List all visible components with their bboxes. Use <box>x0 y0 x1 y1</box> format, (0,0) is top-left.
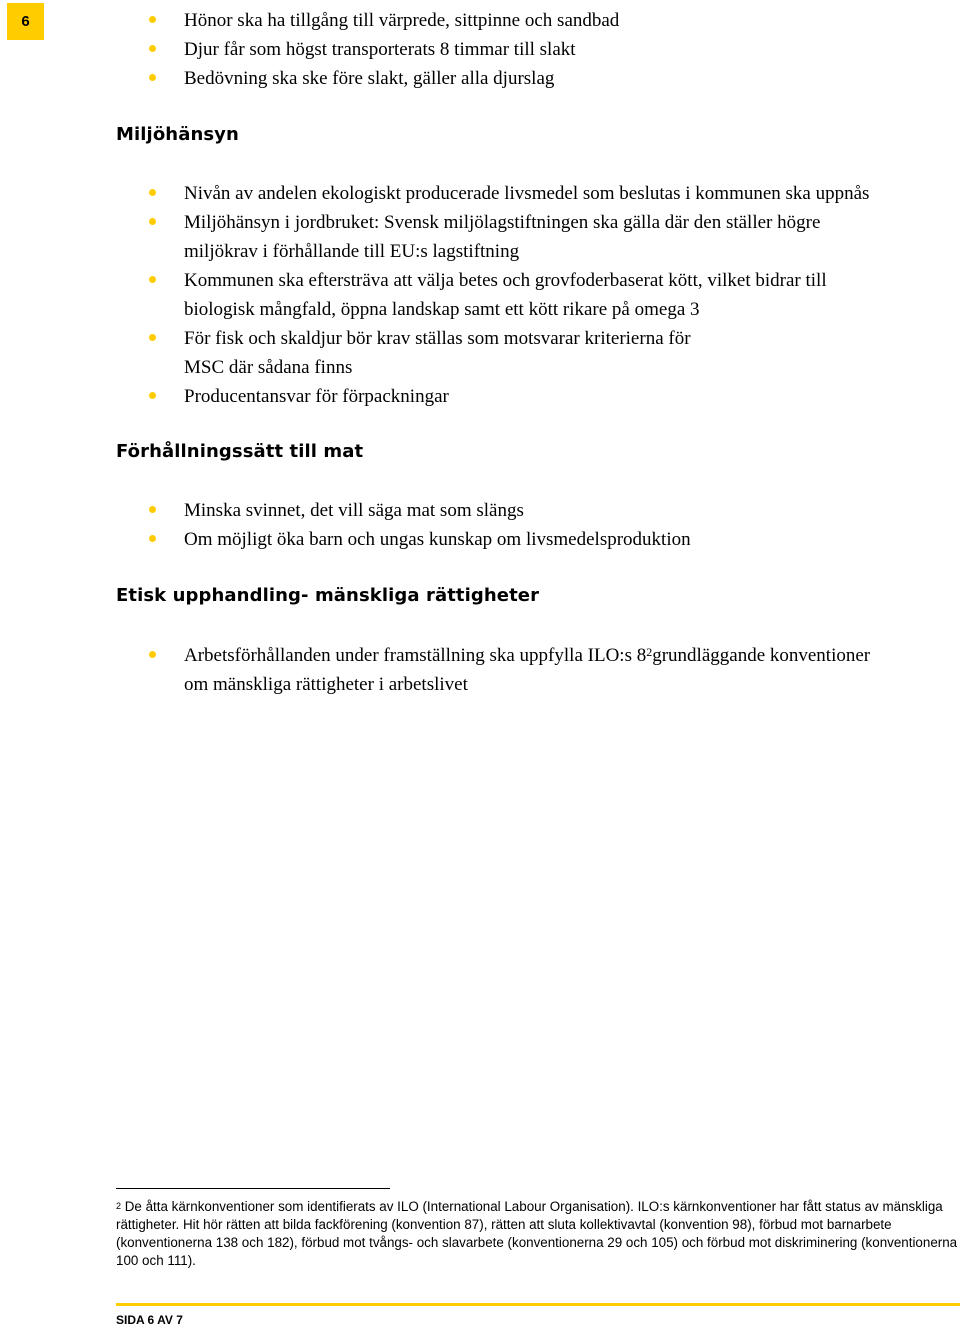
footnote-text: De åtta kärnkonventioner som identifierats av ILO (International Labour Organisation). ILO:s kärnkonventioner har fått status av mänskliga rättigheter. Hit hör rätten att bilda fackförening (konvention 87), rätten att sluta kollektivavtal (konvention 98), förbud mot barnarbete (konventionerna 138 och 182), förbud mot tvångs- och slavarbete (konventionerna 29 och 105) och förbud mot diskriminering (konventionerna 100 och 111). <box>116 1199 958 1268</box>
list-item: Minska svinnet, det vill säga mat som slängs <box>184 496 524 525</box>
list-item: Bedövning ska ske före slakt, gäller alla djurslag <box>184 64 554 93</box>
list-item: Kommunen ska eftersträva att välja betes och grovfoderbaserat kött, vilket bidrar till <box>184 266 827 295</box>
list-item: Djur får som högst transporterats 8 timmar till slakt <box>184 35 576 64</box>
list-item: För fisk och skaldjur bör krav ställas som motsvarar kriterierna för <box>184 324 691 353</box>
list-item: Hönor ska ha tillgång till värprede, sittpinne och sandbad <box>184 6 619 35</box>
page-number: 6 <box>21 13 30 30</box>
section-heading-environment: Miljöhänsyn <box>116 124 239 145</box>
footer-divider <box>116 1303 960 1306</box>
list-item-continuation: MSC där sådana finns <box>184 357 353 378</box>
footnote-reference[interactable]: 2 <box>646 645 653 659</box>
section-heading-food: Förhållningssätt till mat <box>116 441 364 462</box>
list-item: Miljöhänsyn i jordbruket: Svensk miljölagstiftningen ska gälla där den ställer högre <box>184 208 820 237</box>
list-item-text: grundläggande konventioner <box>652 645 871 666</box>
footnote <box>116 1198 960 1270</box>
list-item-text: Arbetsförhållanden under framställning ska uppfylla ILO:s 8 <box>184 645 647 666</box>
list-item-continuation: om mänskliga rättigheter i arbetslivet <box>184 674 468 695</box>
list-item <box>184 641 870 670</box>
page-number-badge <box>7 3 44 40</box>
footnote-number: 2 <box>116 1201 122 1211</box>
section-heading-ethics: Etisk upphandling- mänskliga rättigheter <box>116 585 540 606</box>
footer-page-label: SIDA 6 AV 7 <box>116 1313 183 1327</box>
footnote-divider <box>116 1188 390 1189</box>
list-item: Producentansvar för förpackningar <box>184 382 449 411</box>
list-item-continuation: miljökrav i förhållande till EU:s lagstiftning <box>184 241 520 262</box>
list-item-continuation: biologisk mångfald, öppna landskap samt ett kött rikare på omega 3 <box>184 299 700 320</box>
list-item: Om möjligt öka barn och ungas kunskap om livsmedelsproduktion <box>184 525 691 554</box>
list-item: Nivån av andelen ekologiskt producerade livsmedel som beslutas i kommunen ska uppnås <box>184 179 869 208</box>
